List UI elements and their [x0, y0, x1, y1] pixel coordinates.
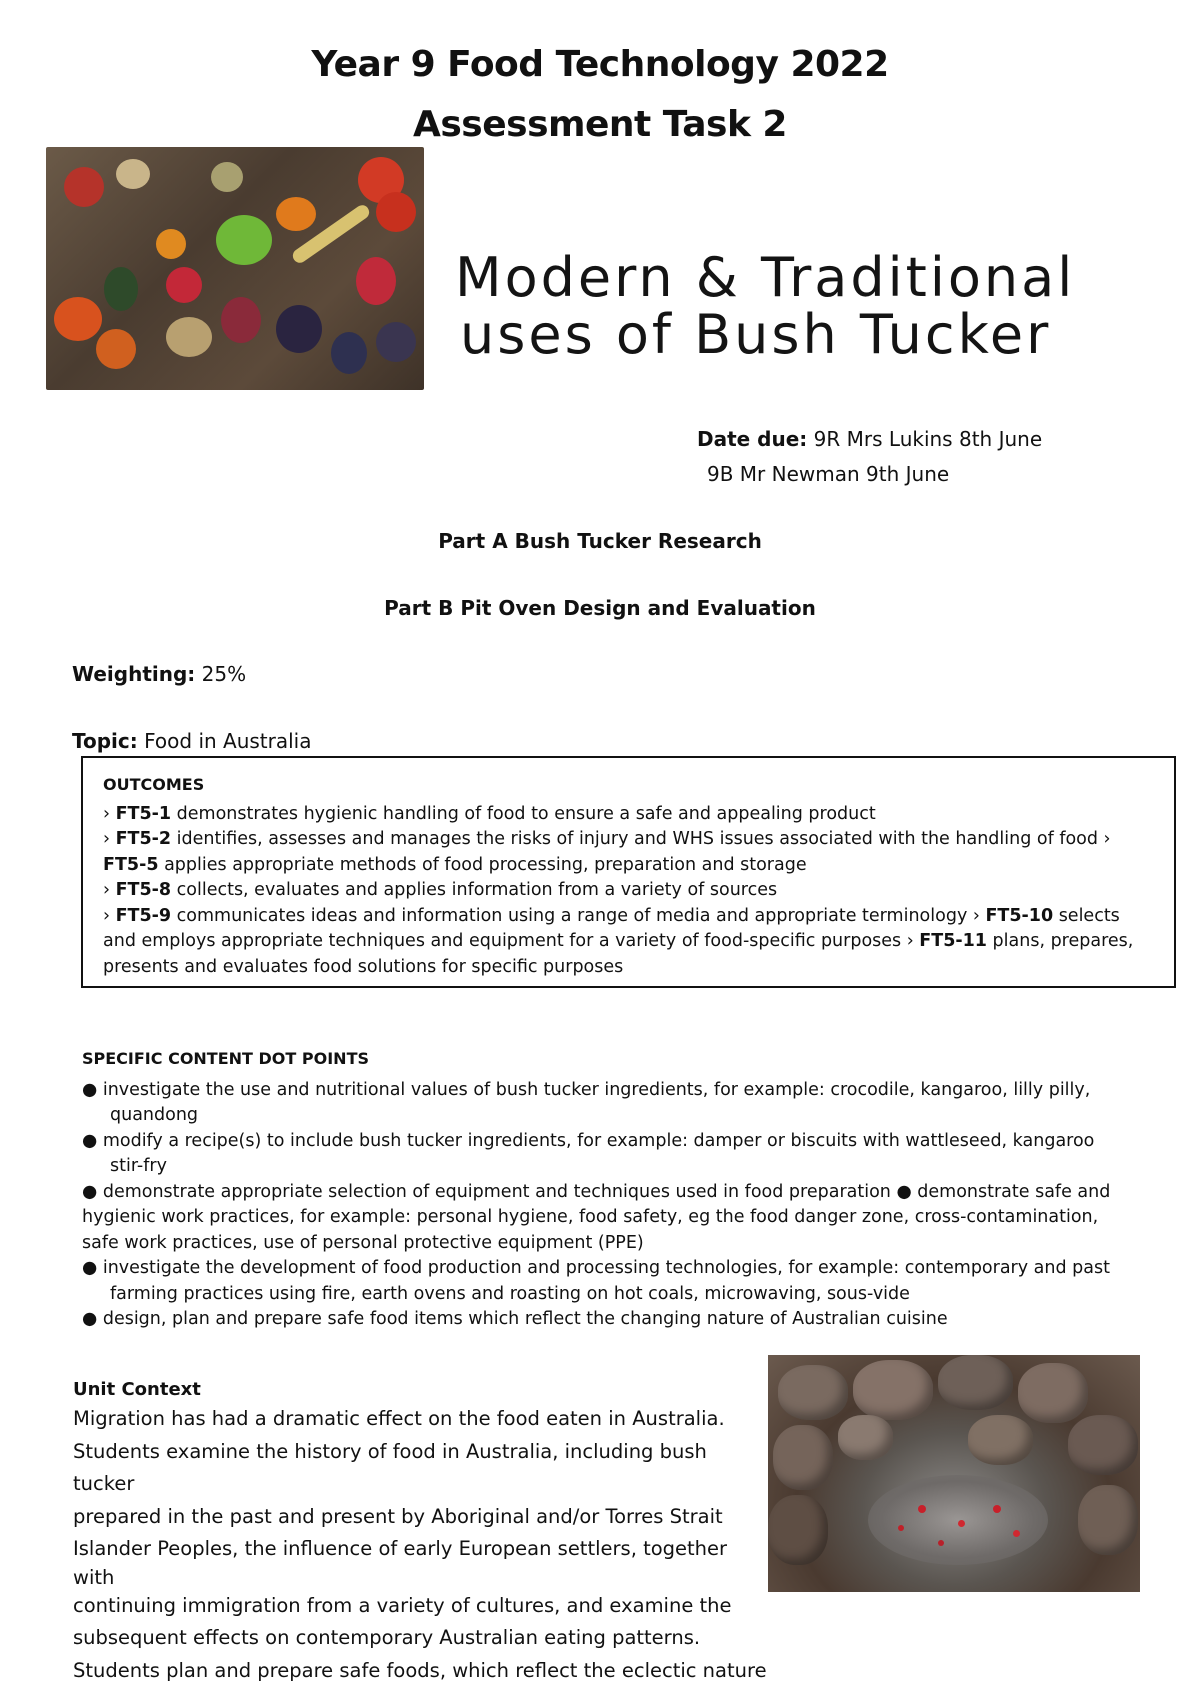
unit-context-line: continuing immigration from a variety of cultures, and examine the [73, 1593, 732, 1617]
content-point: ● investigate the use and nutritional values of bush tucker ingredients, for example: crocodile, kangaroo, lilly pilly, quandong [82, 1079, 1091, 1125]
outcome-item: › FT5-9 communicates ideas and information using a range of media and appropriate terminology › FT5-10 selects and employs appropriate techniques and equipment for a variety of food-specific purposes › FT5-11 plans, prepares, presents and evaluates food solutions for specific purposes [103, 905, 1134, 977]
due-date-9r: 9R Mrs Lukins 8th June [807, 427, 1043, 451]
outcome-item: › FT5-8 collects, evaluates and applies information from a variety of sources [103, 880, 778, 900]
unit-context-line: Islander Peoples, the influence of early European settlers, together [73, 1537, 728, 1560]
outcomes-heading: OUTCOMES [103, 775, 205, 794]
unit-context-line: with [73, 1565, 115, 1589]
weighting [72, 662, 246, 686]
topic [72, 729, 312, 753]
outcome-item: › FT5-2 identifies, assesses and manages the risks of injury and WHS issues associated with the handling of food › FT5-5 applies appropriate methods of food processing, preparation and storage [103, 829, 1111, 875]
unit-context-heading: Unit Context [73, 1379, 201, 1400]
content-dot-points [82, 1046, 1142, 1333]
weighting-value: 25% [195, 662, 247, 686]
hero-heading-line2: uses of Bush Tucker [460, 303, 1052, 366]
unit-context-line: Migration has had a dramatic effect on the food eaten in Australia. [73, 1407, 725, 1430]
document-subtitle: Assessment Task 2 [413, 104, 787, 145]
part-b-title: Part B Pit Oven Design and Evaluation [384, 596, 816, 620]
part-a-title: Part A Bush Tucker Research [438, 529, 762, 553]
hero-heading-line1: Modern & Traditional [455, 246, 1076, 309]
content-point: ● modify a recipe(s) to include bush tucker ingredients, for example: damper or biscuits with wattleseed, kangaroo stir-fry [82, 1130, 1095, 1176]
content-point: ● investigate the development of food production and processing technologies, for example: contemporary and past farming practices using fire, earth ovens and roasting on hot coals, microwaving, sous-vide [82, 1258, 1110, 1304]
outcome-item: › FT5-1 demonstrates hygienic handling of food to ensure a safe and appealing product [103, 803, 876, 824]
topic-label: Topic: [72, 729, 138, 753]
outcomes-box [81, 756, 1176, 988]
content-dot-points-heading: SPECIFIC CONTENT DOT POINTS [82, 1049, 369, 1068]
due-date-9b: 9B Mr Newman 9th June [707, 462, 950, 486]
content-point: ● demonstrate appropriate selection of equipment and techniques used in food preparation ● demonstrate safe and hygienic work practices, for example: personal hygiene, food safety, eg the food danger zone, cross-contamination, safe work practices, use of personal protective equipment (PPE) [82, 1181, 1111, 1253]
unit-context-line: subsequent effects on contemporary Australian eating patterns. [73, 1626, 701, 1649]
due-date-label: Date due: [697, 427, 808, 451]
unit-context-line: Students plan and prepare safe foods, which reflect the eclectic nature [73, 1658, 767, 1682]
due-date [697, 427, 1042, 451]
document-title: Year 9 Food Technology 2022 [311, 44, 889, 85]
bush-tucker-berries-photo [46, 147, 424, 390]
content-point: ● design, plan and prepare safe food items which reflect the changing nature of Australian cuisine [82, 1309, 948, 1329]
topic-value: Food in Australia [137, 729, 312, 753]
unit-context-line: Students examine the history of food in Australia, including bush tucker [73, 1439, 707, 1495]
pit-oven-photo [768, 1355, 1140, 1592]
unit-context [73, 1377, 773, 1687]
unit-context-line: prepared in the past and present by Aboriginal and/or Torres Strait [73, 1504, 723, 1528]
weighting-label: Weighting: [72, 662, 196, 686]
